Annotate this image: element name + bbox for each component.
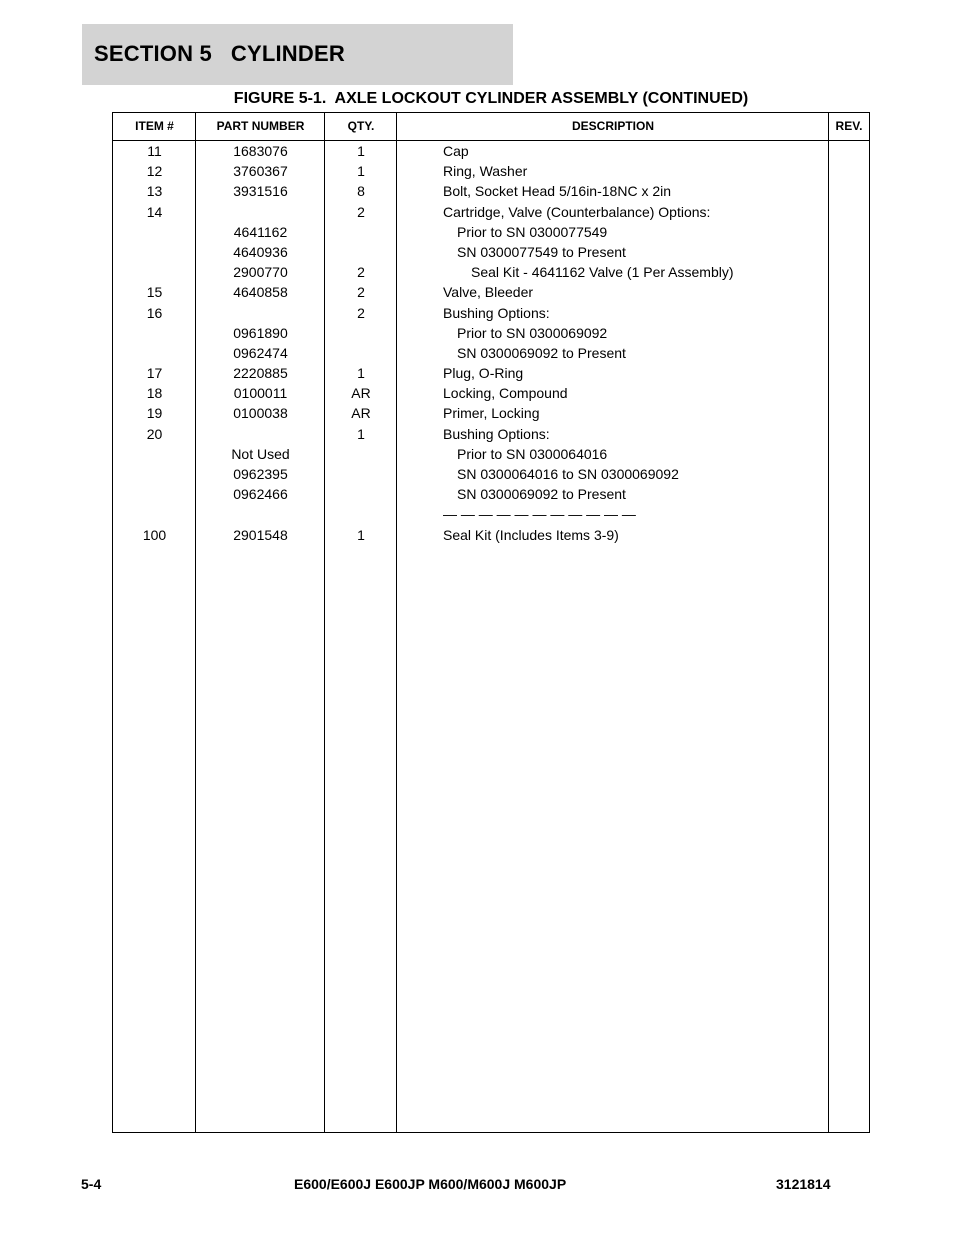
qty-cell: 2 [357, 304, 365, 321]
item-cell: 100 [142, 526, 167, 543]
item-cell: 13 [146, 183, 163, 200]
table-row [113, 464, 869, 484]
footer-page-number: 5-4 [81, 1176, 102, 1192]
qty-cell: 2 [357, 284, 365, 301]
part-number-cell: 0962395 [233, 466, 288, 482]
table-row [113, 303, 869, 323]
parts-table [112, 112, 870, 1133]
section-title: SECTION 5 CYLINDER [94, 41, 345, 66]
part-number-cell: 0100038 [233, 405, 288, 422]
table-row [113, 262, 869, 282]
footer-models: E600/E600J E600JP M600/M600J M600JP [294, 1176, 567, 1192]
footer-doc-number: 3121814 [776, 1176, 831, 1192]
header-description: DESCRIPTION [571, 119, 654, 133]
qty-cell: 1 [357, 365, 365, 382]
description-cell: Bushing Options: [443, 425, 550, 442]
qty-cell: 2 [357, 203, 365, 220]
description-cell: Ring, Washer [443, 163, 528, 180]
part-number-cell: 2900770 [233, 264, 288, 281]
header-item: ITEM # [135, 119, 174, 133]
item-cell: 17 [146, 365, 163, 382]
part-number-cell: 4640936 [233, 243, 288, 260]
table-body [113, 141, 869, 545]
table-row [113, 181, 869, 201]
table-row [113, 161, 869, 181]
description-cell: SN 0300069092 to Present [457, 344, 626, 361]
description-cell: Bolt, Socket Head 5/16in-18NC x 2in [443, 183, 672, 200]
table-row [113, 403, 869, 423]
item-cell: 20 [146, 425, 163, 442]
part-number-cell: 1683076 [233, 143, 288, 159]
description-cell: SN 0300064016 to SN 0300069092 [457, 466, 679, 482]
table-row [113, 424, 869, 444]
qty-cell: AR [351, 385, 371, 402]
table-row [113, 525, 869, 545]
table-row [113, 242, 869, 262]
part-number-cell: 0962466 [233, 486, 288, 503]
description-cell: Cartridge, Valve (Counterbalance) Options: [443, 203, 711, 220]
figure-title: FIGURE 5-1. AXLE LOCKOUT CYLINDER ASSEMBLY (CONTINUED) [233, 90, 749, 107]
qty-cell: AR [351, 405, 371, 422]
qty-cell: 1 [357, 526, 365, 543]
qty-cell: 8 [357, 183, 365, 200]
part-number-cell: 0961890 [233, 324, 288, 341]
qty-cell: 1 [357, 425, 365, 442]
description-cell: Bushing Options: [443, 304, 550, 321]
table-row [113, 282, 869, 302]
description-cell: Prior to SN 0300069092 [457, 324, 608, 341]
description-cell: Primer, Locking [443, 405, 540, 422]
item-cell: 11 [147, 143, 162, 159]
item-cell: 19 [146, 405, 163, 422]
item-cell: 12 [146, 163, 163, 180]
item-cell: 16 [146, 304, 163, 321]
header-part-number: PART NUMBER [216, 119, 305, 133]
header-qty: QTY. [347, 119, 375, 133]
description-cell: Valve, Bleeder [443, 284, 534, 301]
table-row [113, 504, 869, 524]
item-cell: 18 [146, 385, 163, 402]
table-row [113, 383, 869, 403]
table-row [113, 444, 869, 464]
part-number-cell: 4641162 [233, 223, 288, 240]
description-cell: Plug, O-Ring [443, 365, 524, 382]
qty-cell: 2 [357, 264, 365, 281]
part-number-cell: 4640858 [233, 284, 288, 301]
table-row [113, 202, 869, 222]
item-cell: 14 [146, 203, 163, 220]
description-cell: Seal Kit - 4641162 Valve (1 Per Assembly) [471, 264, 734, 281]
table-row [113, 222, 869, 242]
description-cell: — — — — — — — — — — — [443, 506, 636, 523]
description-cell: Prior to SN 0300077549 [457, 223, 608, 240]
table-row [113, 323, 869, 343]
description-cell: Prior to SN 0300064016 [457, 445, 608, 462]
part-number-cell: 0100011 [233, 385, 288, 402]
qty-cell: 1 [357, 143, 365, 159]
description-cell: SN 0300077549 to Present [457, 243, 626, 260]
item-cell: 15 [146, 284, 163, 301]
part-number-cell: 0962474 [233, 344, 288, 361]
description-cell: Seal Kit (Includes Items 3-9) [443, 526, 619, 543]
part-number-cell: 2220885 [233, 365, 288, 382]
table-row [113, 484, 869, 504]
table-row [113, 343, 869, 363]
description-cell: Cap [443, 143, 469, 159]
description-cell: Locking, Compound [443, 385, 568, 402]
part-number-cell: Not Used [231, 445, 290, 462]
table-row [113, 363, 869, 383]
part-number-cell: 3760367 [233, 163, 288, 180]
table-row [113, 141, 869, 161]
qty-cell: 1 [357, 163, 365, 180]
part-number-cell: 3931516 [233, 183, 288, 200]
description-cell: SN 0300069092 to Present [457, 486, 626, 503]
header-rev: REV. [835, 119, 863, 133]
part-number-cell: 2901548 [233, 526, 288, 543]
